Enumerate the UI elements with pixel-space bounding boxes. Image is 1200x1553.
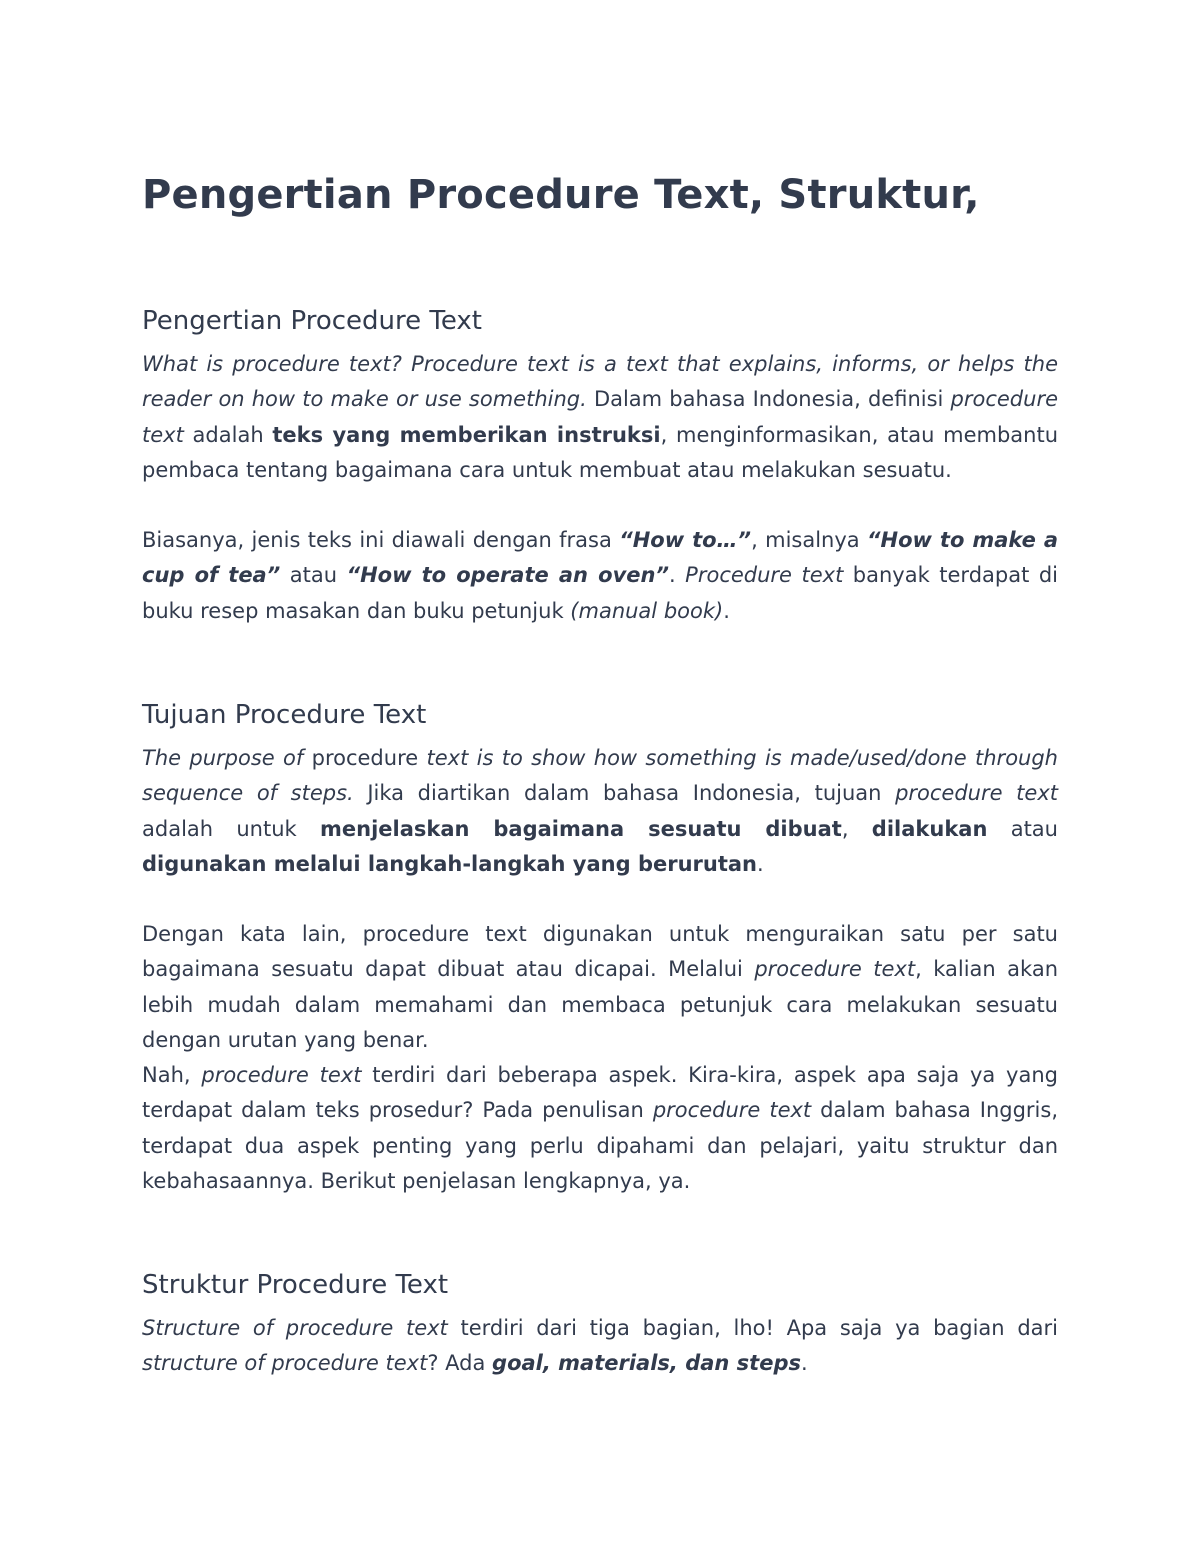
text-span: , menginformasikan, atau membantu pembaca tentang bagaimana cara untuk membuat atau melakukan sesuatu. [142, 422, 1059, 482]
text-span: dilakukan [871, 816, 988, 841]
text-span: The purpose of [142, 746, 312, 770]
text-span: . [800, 1351, 808, 1376]
text-span: “How to operate an oven” [346, 563, 669, 588]
paragraph-tujuan-purpose [142, 741, 1058, 882]
text-span: , kalian akan lebih mudah dalam memahami dan membaca petunjuk cara melakukan sesuatu dengan urutan yang benar. [142, 957, 1059, 1052]
section-heading-struktur: Struktur Procedure Text [142, 1270, 449, 1300]
text-span: Structure of procedure text [142, 1316, 448, 1340]
text-span: atau [987, 816, 1058, 841]
text-span: terdiri dari tiga bagian, lho! Apa saja ya bagian dari [447, 1316, 1058, 1340]
text-span: procedure text [895, 781, 1058, 806]
text-span: Nah, [142, 1063, 202, 1087]
text-span: Dengan kata lain, procedure text digunakan untuk menguraikan satu per satu bagaimana sesuatu dapat dibuat atau dicapai. Melalui [142, 922, 1058, 982]
text-span: procedure [311, 746, 419, 770]
text-span: adalah [183, 422, 273, 447]
paragraph-pengertian-definition [142, 347, 1058, 488]
text-span: atau [280, 563, 347, 588]
text-span: Jika diartikan dalam bahasa Indonesia, tujuan [353, 781, 896, 806]
text-span: , [841, 816, 872, 841]
text-span: , misalnya [751, 528, 867, 552]
text-span: Dalam bahasa Indonesia, definisi [586, 387, 951, 412]
text-span: teks yang memberikan instruksi [272, 422, 661, 447]
paragraph-struktur-intro [142, 1311, 1058, 1382]
text-span: goal, materials, dan steps [492, 1351, 801, 1376]
text-span: structure of procedure text [142, 1351, 428, 1376]
text-span: text is to show how something is made/used/done through sequence of steps. [142, 746, 1058, 806]
text-span: . [668, 563, 686, 588]
section-heading-tujuan: Tujuan Procedure Text [142, 700, 427, 730]
text-span: What is procedure text? Procedure text is a text that explains, informs, or helps the reader on how to make or use something. [142, 352, 1058, 412]
text-span: (manual book) [570, 598, 724, 623]
text-span: procedure text [652, 1098, 812, 1123]
text-span: procedure text [142, 387, 1059, 447]
paragraph-pengertian-examples [142, 523, 1058, 629]
text-span: Biasanya, jenis teks ini diawali dengan frasa [142, 528, 620, 552]
text-span: Procedure text [685, 563, 844, 588]
text-span: digunakan melalui langkah-langkah yang berurutan [142, 851, 757, 876]
text-span: . [757, 851, 764, 876]
text-span: “How to make a cup of tea” [142, 528, 1059, 588]
text-span: . [723, 598, 730, 623]
text-span: “How to…” [619, 528, 752, 552]
paragraph-tujuan-explanation [142, 917, 1058, 1058]
text-span: dalam bahasa Inggris, terdapat dua aspek penting yang perlu dipahami dan pelajari, yaitu struktur dan kebahasaannya. Berikut penjelasan lengkapnya, ya. [142, 1098, 1058, 1193]
text-span: adalah untuk [142, 816, 320, 841]
document-title: Pengertian Procedure Text, Struktur, [142, 172, 980, 218]
paragraph-tujuan-aspects [142, 1058, 1058, 1199]
text-span: terdiri dari beberapa aspek. Kira-kira, aspek apa saja ya yang terdapat dalam teks prosedur? Pada penulisan [142, 1063, 1058, 1123]
text-span: procedure text [754, 957, 916, 982]
text-span: banyak terdapat di buku resep masakan dan buku petunjuk [142, 563, 1058, 623]
text-span: ? Ada [427, 1351, 493, 1376]
text-span: menjelaskan bagaimana sesuatu dibuat [320, 816, 842, 841]
section-heading-pengertian: Pengertian Procedure Text [142, 306, 482, 336]
text-span: procedure text [201, 1063, 362, 1087]
